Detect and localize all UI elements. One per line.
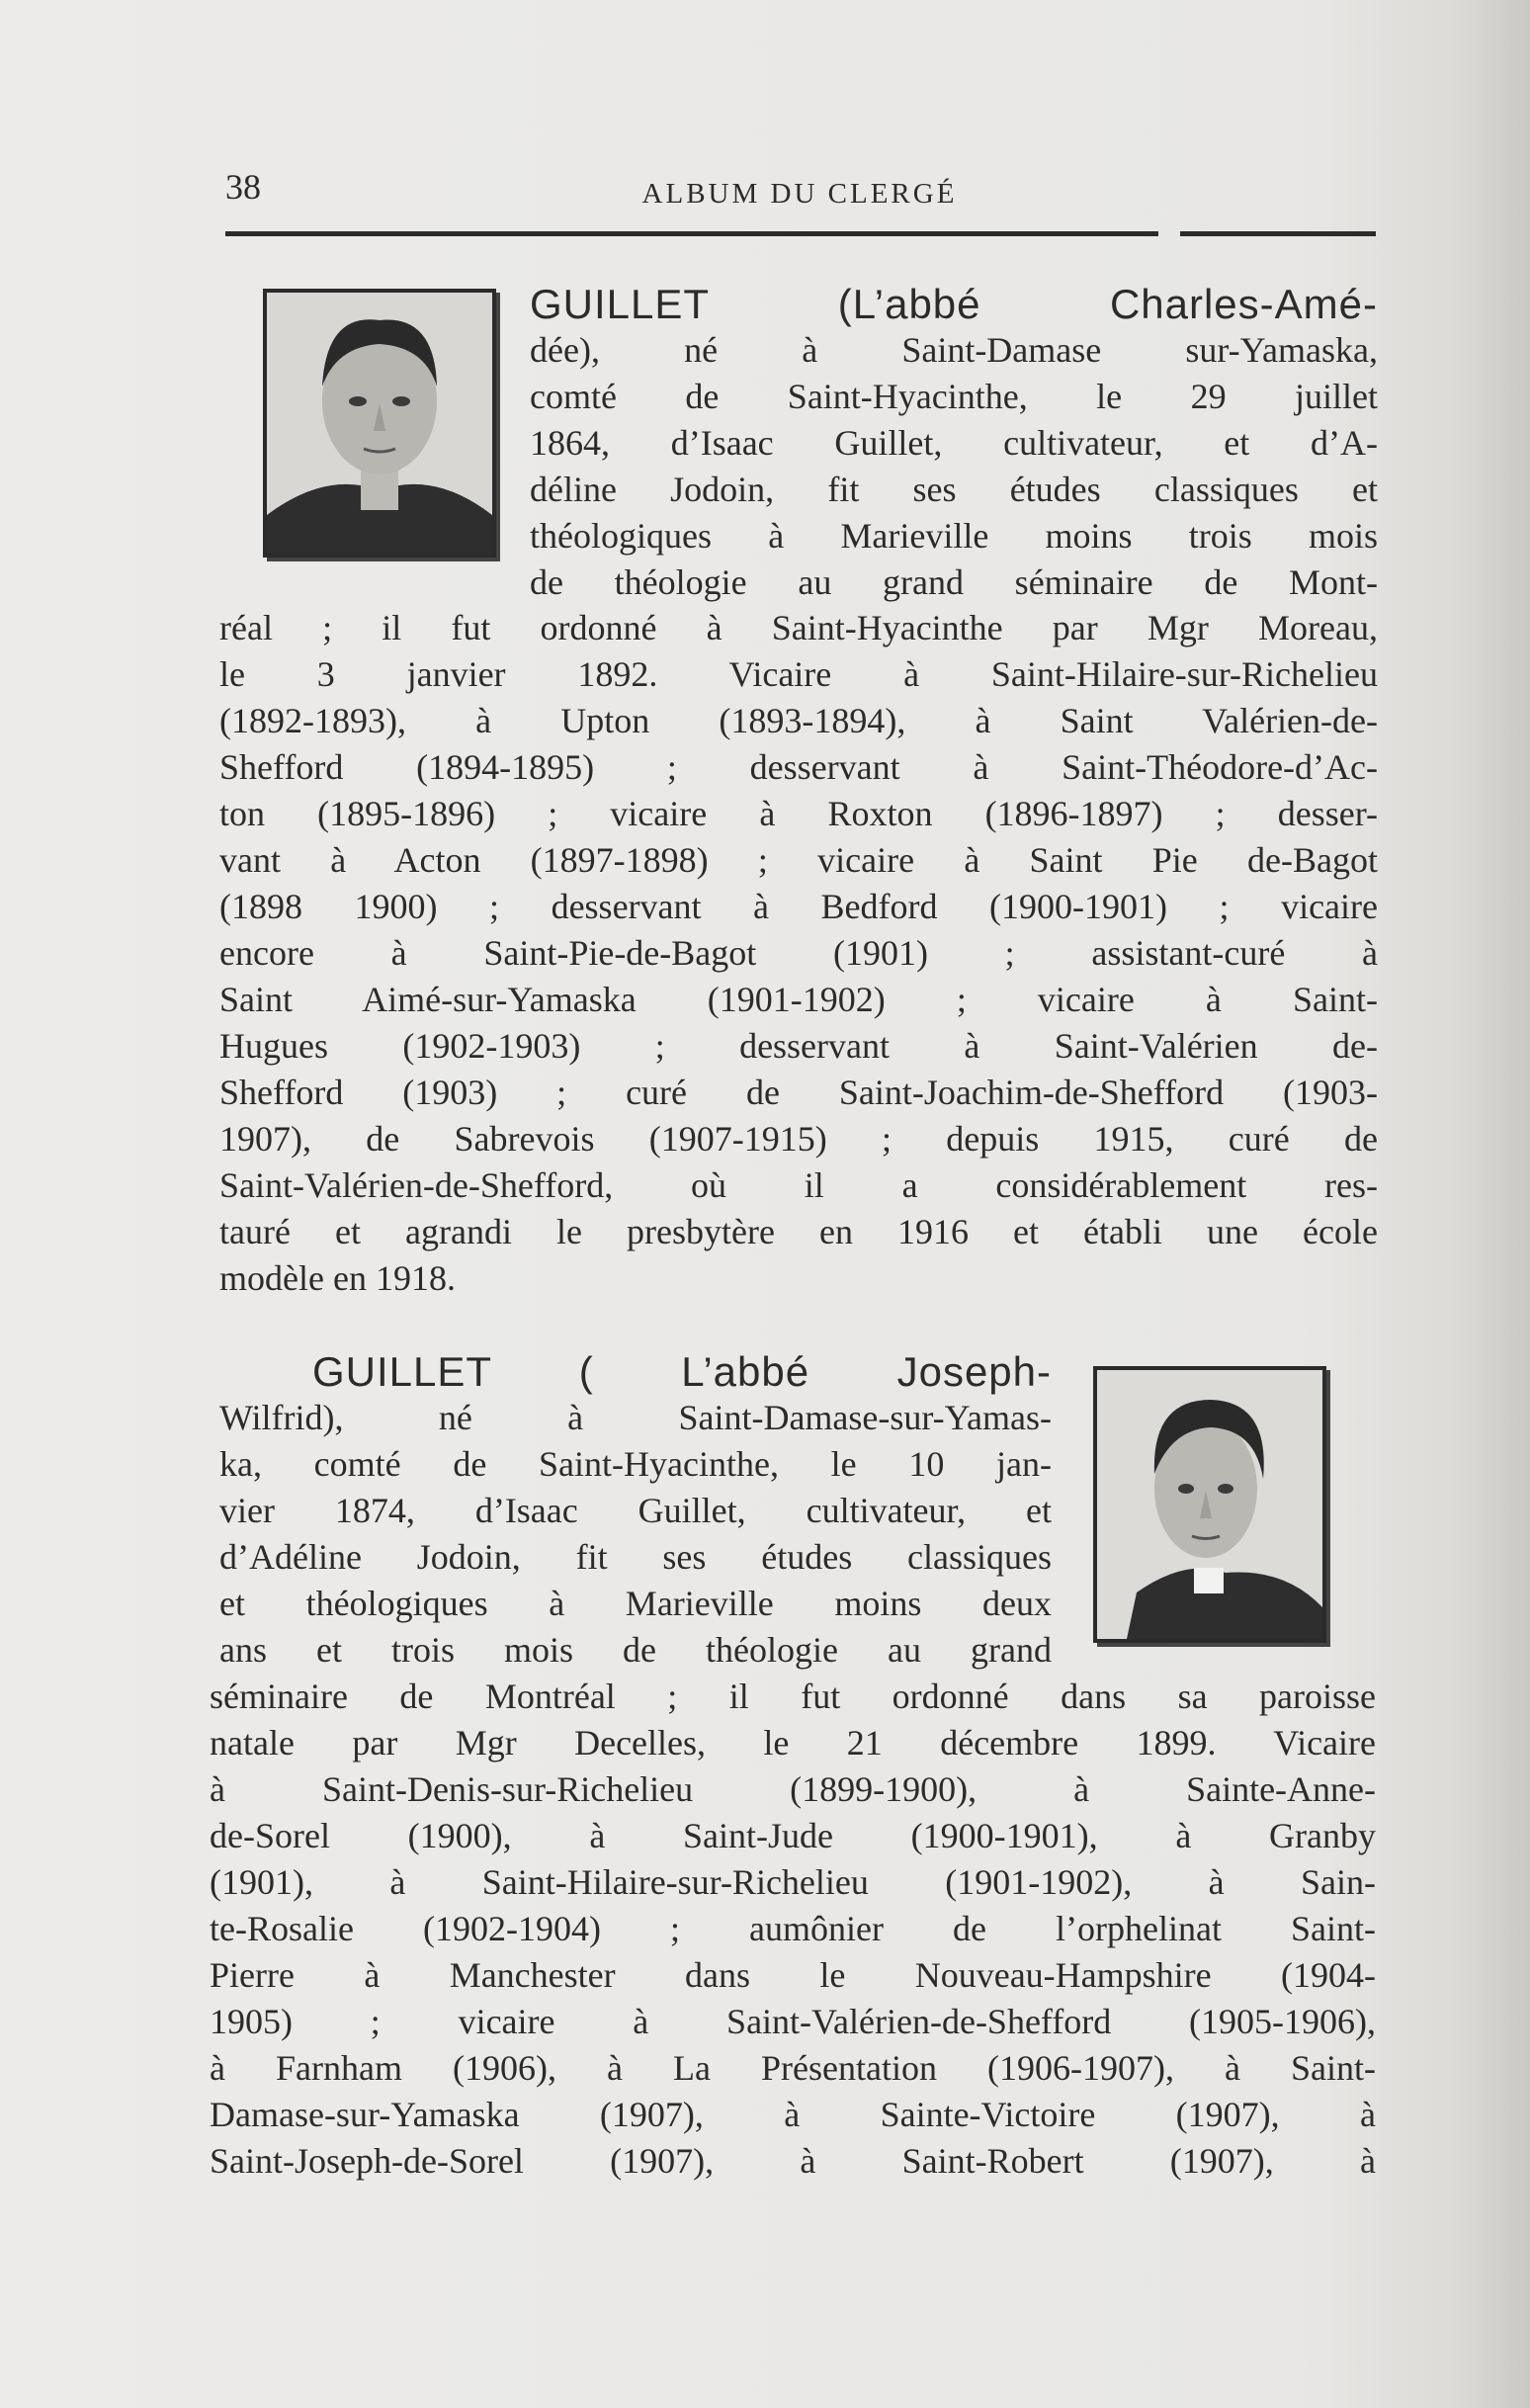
- text-line: à Farnham (1906), à La Présentation (1906-1907), à Saint-: [210, 2048, 1376, 2088]
- text-line: vant à Acton (1897-1898) ; vicaire à Saint Pie de-Bagot: [219, 840, 1378, 880]
- text-line: Damase-sur-Yamaska (1907), à Sainte-Victoire (1907), à: [210, 2095, 1376, 2134]
- entry-1-heading: GUILLET (L’abbé Charles-Amé-: [530, 281, 1378, 327]
- text-line: tauré et agrandi le presbytère en 1916 et établi une école: [219, 1212, 1378, 1251]
- text-line: 1864, d’Isaac Guillet, cultivateur, et d’A-: [530, 423, 1378, 463]
- text-line: de-Sorel (1900), à Saint-Jude (1900-1901), à Granby: [210, 1816, 1376, 1855]
- text-line: Saint Aimé-sur-Yamaska (1901-1902) ; vicaire à Saint-: [219, 980, 1378, 1019]
- text-line: (1901), à Saint-Hilaire-sur-Richelieu (1901-1902), à Sain-: [210, 1862, 1376, 1902]
- text-line: ka, comté de Saint-Hyacinthe, le 10 jan-: [219, 1444, 1052, 1484]
- header-rule: [225, 231, 1158, 236]
- text-line: Saint-Joseph-de-Sorel (1907), à Saint-Robert (1907), à: [210, 2141, 1376, 2181]
- text-line: ton (1895-1896) ; vicaire à Roxton (1896-1897) ; desser-: [219, 794, 1378, 833]
- text-line: à Saint-Denis-sur-Richelieu (1899-1900), à Sainte-Anne-: [210, 1769, 1376, 1809]
- header-rule-short: [1180, 231, 1376, 236]
- text-line: de théologie au grand séminaire de Mont-: [530, 562, 1378, 602]
- text-line: d’Adéline Jodoin, fit ses études classiques: [219, 1537, 1052, 1577]
- text-line: comté de Saint-Hyacinthe, le 29 juillet: [530, 377, 1378, 416]
- portrait-photo-joseph-wilfrid: [1093, 1366, 1326, 1643]
- text-line: réal ; il fut ordonné à Saint-Hyacinthe par Mgr Moreau,: [219, 608, 1378, 647]
- text-line: Hugues (1902-1903) ; desservant à Saint-Valérien de-: [219, 1026, 1378, 1066]
- text-line: séminaire de Montréal ; il fut ordonné dans sa paroisse: [210, 1677, 1376, 1716]
- running-title: ALBUM DU CLERGÉ: [641, 178, 958, 210]
- page-number: 38: [225, 167, 261, 207]
- text-line: Shefford (1903) ; curé de Saint-Joachim-de-Shefford (1903-: [219, 1073, 1378, 1112]
- entry-1-body: [219, 605, 1378, 1302]
- entry-2-body: [210, 1674, 1376, 2185]
- text-line: te-Rosalie (1902-1904) ; aumônier de l’orphelinat Saint-: [210, 1909, 1376, 1948]
- text-line: théologiques à Marieville moins trois mois: [530, 516, 1378, 556]
- text-line: dée), né à Saint-Damase sur-Yamaska,: [530, 330, 1378, 370]
- entry-1-intro: [530, 281, 1378, 606]
- text-line: vier 1874, d’Isaac Guillet, cultivateur, et: [219, 1491, 1052, 1530]
- text-line: (1892-1893), à Upton (1893-1894), à Saint Valérien-de-: [219, 701, 1378, 740]
- text-line: Shefford (1894-1895) ; desservant à Saint-Théodore-d’Ac-: [219, 747, 1378, 787]
- text-line: modèle en 1918.: [219, 1258, 456, 1298]
- text-line: déline Jodoin, fit ses études classiques et: [530, 470, 1378, 509]
- page-header: [217, 166, 1382, 215]
- entry-2-heading: GUILLET ( L’abbé Joseph-: [312, 1348, 1052, 1395]
- portrait-photo-charles-amedee: [263, 289, 496, 558]
- text-line: 1905) ; vicaire à Saint-Valérien-de-Shefford (1905-1906),: [210, 2002, 1376, 2041]
- text-line: le 3 janvier 1892. Vicaire à Saint-Hilaire-sur-Richelieu: [219, 654, 1378, 694]
- text-line: ans et trois mois de théologie au grand: [219, 1630, 1052, 1670]
- text-line: Wilfrid), né à Saint-Damase-sur-Yamas-: [219, 1398, 1052, 1437]
- text-line: (1898 1900) ; desservant à Bedford (1900-1901) ; vicaire: [219, 887, 1378, 926]
- text-line: encore à Saint-Pie-de-Bagot (1901) ; assistant-curé à: [219, 933, 1378, 973]
- text-line: natale par Mgr Decelles, le 21 décembre 1899. Vicaire: [210, 1723, 1376, 1763]
- text-line: Saint-Valérien-de-Shefford, où il a considérablement res-: [219, 1165, 1378, 1205]
- text-line: et théologiques à Marieville moins deux: [219, 1584, 1052, 1623]
- entry-2-intro: [219, 1348, 1052, 1674]
- text-line: Pierre à Manchester dans le Nouveau-Hampshire (1904-: [210, 1955, 1376, 1995]
- text-line: 1907), de Sabrevois (1907-1915) ; depuis 1915, curé de: [219, 1119, 1378, 1159]
